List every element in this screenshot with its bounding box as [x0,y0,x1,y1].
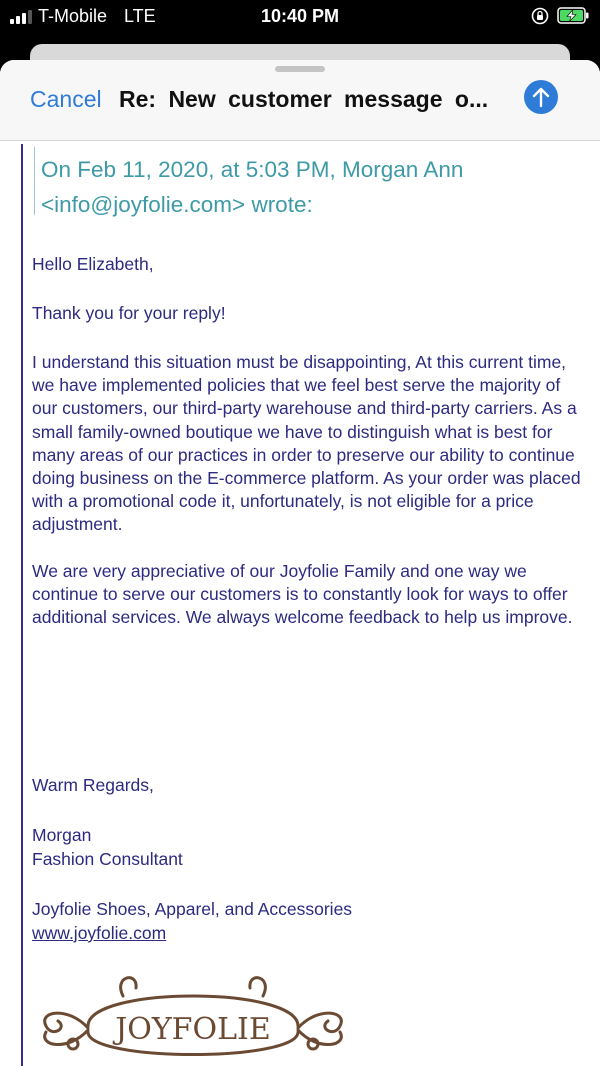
quote-header-line1: On Feb 11, 2020, at 5:03 PM, Morgan Ann [41,157,464,182]
status-bar [0,0,600,34]
quote-header-line2: <info@joyfolie.com> wrote: [41,192,313,217]
cancel-button[interactable]: Cancel [30,86,102,112]
orientation-lock-icon [531,7,549,25]
carrier-label: T-Mobile [38,6,108,26]
sender-name: Morgan [32,825,92,845]
compose-sheet [0,60,600,1066]
closing: Warm Regards, [32,775,154,795]
subject-title: Re: New customer message o... [119,86,489,112]
send-button[interactable] [524,80,558,114]
quote-bar [21,144,23,1066]
clock: 10:40 PM [260,6,340,26]
compose-header [0,60,600,141]
sheet-grabber[interactable] [275,66,325,72]
quote-header [41,152,561,222]
company-name: Joyfolie Shoes, Apparel, and Accessories [32,899,353,919]
network-label: LTE [124,6,156,26]
battery-charging-icon [557,7,589,24]
joyfolie-logo [28,966,358,1066]
arrow-up-icon [531,86,551,108]
paragraph-2: We are very appreciative of our Joyfolie Family and one way we continue to serve our customers is to constantly look for ways to offer additional services. We always welcome feedback to help us improve. [32,561,573,628]
sender-title: Fashion Consultant [32,849,183,869]
logo-text: JOYFOLIE [115,1012,271,1047]
thanks-line: Thank you for your reply! [32,303,226,323]
inner-quote-bar [34,147,35,215]
website-link[interactable]: www.joyfolie.com [32,923,167,943]
paragraph-1: I understand this situation must be disappointing, At this current time, we have implemented policies that we feel best serve the majority of our customers, our third-party warehouse and third-party carriers. As a small family-owned boutique we have to distinguish what is best for many areas of our practices in order to preserve our ability to continue doing business on the E-commerce platform. As your order was placed with a promotional code it, unfortunately, is not eligible for a price adjustment. [32,352,581,535]
greeting: Hello Elizabeth, [32,254,154,274]
